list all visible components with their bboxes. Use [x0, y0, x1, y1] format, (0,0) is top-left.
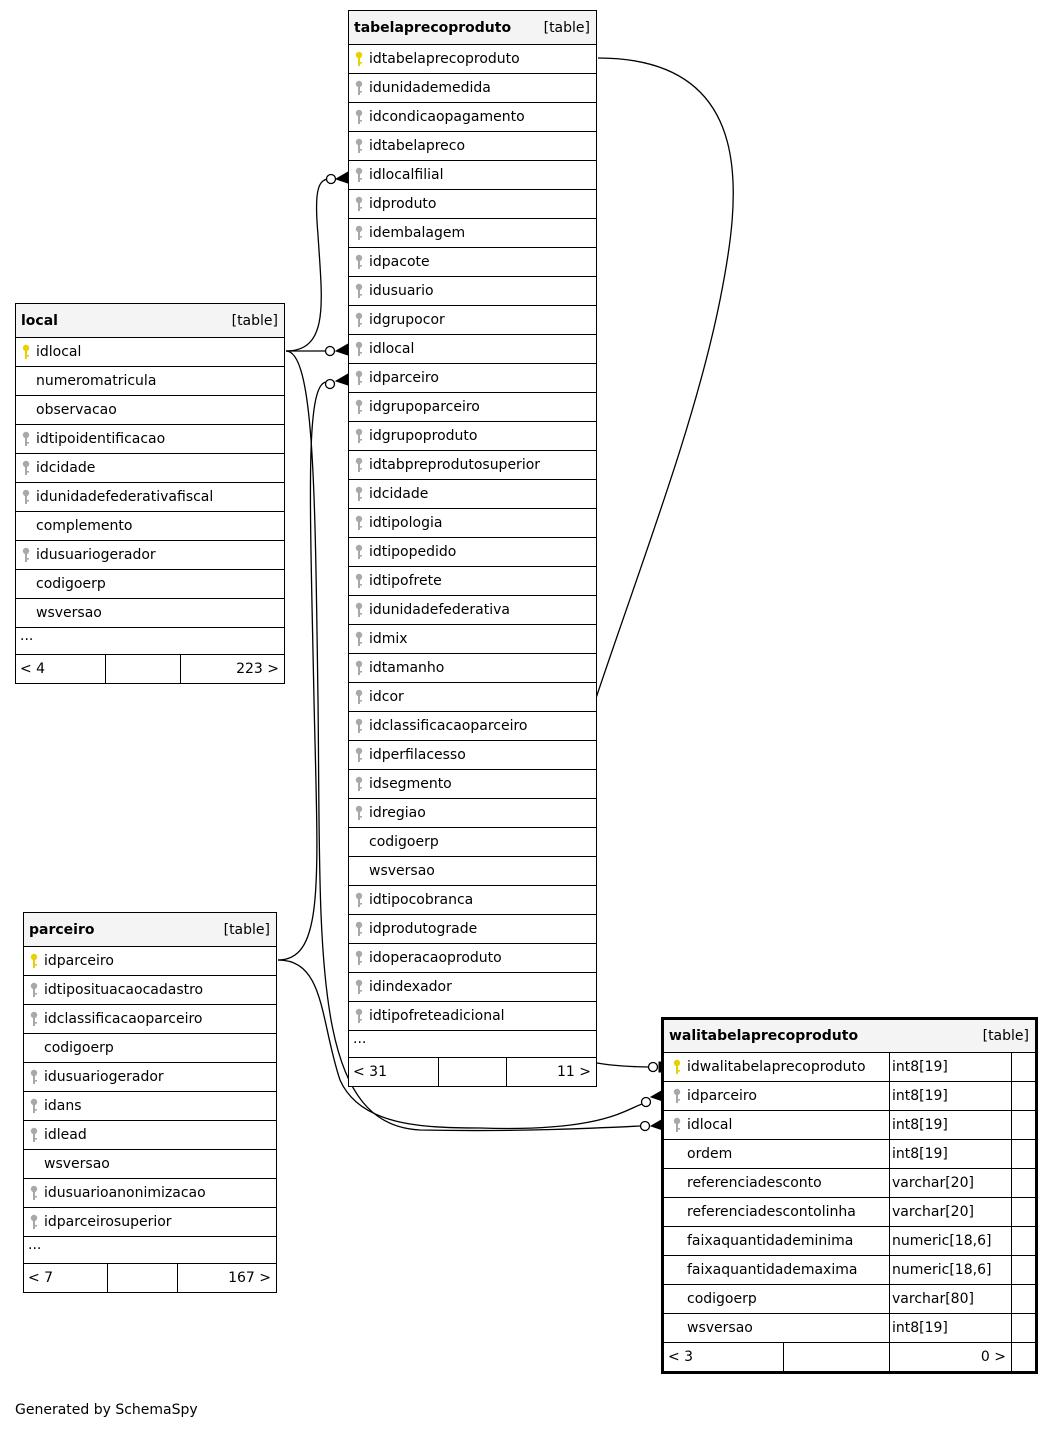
key-cell [349, 776, 369, 792]
column-type: varchar[80] [890, 1285, 1012, 1313]
foreign-key-icon [354, 486, 364, 502]
key-cell [349, 341, 369, 357]
column-row[interactable] [349, 741, 596, 770]
foreign-key-icon [354, 312, 364, 328]
column-row[interactable] [16, 425, 284, 454]
foreign-key-icon [21, 431, 31, 447]
foreign-key-icon [354, 892, 364, 908]
column-row[interactable] [24, 1063, 276, 1092]
parents-count[interactable]: < 4 [16, 655, 106, 683]
table-footer [664, 1343, 1035, 1371]
column-name: codigoerp [36, 576, 106, 592]
column-row[interactable] [664, 1256, 1035, 1285]
key-cell [24, 1127, 44, 1143]
primary-key-icon [29, 953, 39, 969]
column-row[interactable] [349, 915, 596, 944]
column-row[interactable] [349, 857, 596, 886]
column-name: numeromatricula [36, 373, 157, 389]
key-cell [349, 892, 369, 908]
column-name: idclassificacaoparceiro [369, 718, 528, 734]
key-cell [349, 370, 369, 386]
column-name: idlocal [369, 341, 415, 357]
table-header [349, 11, 596, 45]
foreign-key-icon [354, 225, 364, 241]
column-name: idgrupoparceiro [369, 399, 480, 415]
foreign-key-icon [354, 196, 364, 212]
column-name: idparceiro [687, 1088, 757, 1104]
footer-spacer [439, 1058, 507, 1086]
key-cell [349, 544, 369, 560]
column-name: complemento [36, 518, 133, 534]
table-footer [349, 1058, 596, 1086]
column-row[interactable] [24, 1208, 276, 1237]
column-type: varchar[20] [890, 1198, 1012, 1226]
key-cell [16, 489, 36, 505]
column-name: idtipocobranca [369, 892, 474, 908]
key-cell [24, 1185, 44, 1201]
key-cell [349, 747, 369, 763]
column-list [24, 947, 276, 1237]
column-row[interactable] [349, 219, 596, 248]
column-name: idunidademedida [369, 80, 491, 96]
key-cell [24, 1069, 44, 1085]
more-columns: ... [16, 628, 284, 655]
footer-spacer [784, 1343, 890, 1371]
crow-optional-circle [326, 380, 335, 389]
primary-key-icon [672, 1059, 682, 1075]
column-name: idunidadefederativa [369, 602, 510, 618]
key-cell [349, 109, 369, 125]
column-row[interactable] [24, 1092, 276, 1121]
column-name: faixaquantidademinima [687, 1233, 854, 1249]
column-row[interactable] [349, 364, 596, 393]
key-cell [349, 80, 369, 96]
foreign-key-icon [354, 921, 364, 937]
column-name: idpacote [369, 254, 430, 270]
key-cell [349, 1008, 369, 1024]
crow-optional-circle [642, 1098, 651, 1107]
column-row[interactable] [349, 335, 596, 364]
footer-spacer [106, 655, 181, 683]
key-cell [667, 1117, 687, 1133]
key-cell [349, 631, 369, 647]
key-cell [349, 428, 369, 444]
key-cell [349, 689, 369, 705]
column-row[interactable] [24, 1150, 276, 1179]
column-row[interactable] [349, 828, 596, 857]
key-cell [24, 982, 44, 998]
foreign-key-icon [29, 1098, 39, 1114]
column-type: numeric[18,6] [890, 1256, 1012, 1284]
column-row[interactable] [664, 1285, 1035, 1314]
key-cell [349, 921, 369, 937]
column-row[interactable] [664, 1082, 1035, 1111]
footer-spacer [108, 1264, 178, 1292]
column-name: idans [44, 1098, 82, 1114]
column-name: faixaquantidademaxima [687, 1262, 858, 1278]
column-name: wsversao [687, 1320, 753, 1336]
key-cell [24, 1011, 44, 1027]
column-name: codigoerp [44, 1040, 114, 1056]
column-row[interactable] [16, 396, 284, 425]
column-row[interactable] [349, 161, 596, 190]
edge-parceiro-to-idparceiro [278, 382, 326, 960]
column-extra [1012, 1198, 1035, 1226]
key-cell [349, 718, 369, 734]
foreign-key-icon [29, 1127, 39, 1143]
crow-optional-circle [326, 347, 335, 356]
more-columns: ... [24, 1237, 276, 1264]
column-name: idtipopedido [369, 544, 457, 560]
column-name: idprodutograde [369, 921, 478, 937]
table-header [24, 913, 276, 947]
column-name: idcidade [36, 460, 96, 476]
foreign-key-icon [354, 109, 364, 125]
column-row[interactable] [349, 277, 596, 306]
column-name: idgrupoproduto [369, 428, 478, 444]
key-cell [24, 953, 44, 969]
column-row[interactable] [349, 712, 596, 741]
column-type: numeric[18,6] [890, 1227, 1012, 1255]
column-type: int8[19] [890, 1111, 1012, 1139]
column-name: observacao [36, 402, 117, 418]
key-cell [24, 1214, 44, 1230]
table-kind: [table] [543, 19, 590, 36]
column-row[interactable] [24, 947, 276, 976]
column-row[interactable] [664, 1169, 1035, 1198]
column-row[interactable] [349, 190, 596, 219]
foreign-key-icon [354, 428, 364, 444]
column-row[interactable] [16, 483, 284, 512]
column-row[interactable] [349, 973, 596, 1002]
column-row[interactable] [349, 45, 596, 74]
column-type: int8[19] [890, 1053, 1012, 1081]
children-count[interactable]: 223 > [236, 661, 279, 677]
table-title: tabelaprecoproduto [354, 19, 512, 36]
foreign-key-icon [354, 544, 364, 560]
column-row[interactable] [24, 1005, 276, 1034]
key-cell [349, 138, 369, 154]
table-tabelaprecoproduto[interactable] [348, 10, 597, 1087]
column-row[interactable] [349, 480, 596, 509]
key-cell [16, 344, 36, 360]
key-cell [667, 1059, 687, 1075]
column-row[interactable] [349, 306, 596, 335]
key-cell [349, 573, 369, 589]
key-cell [349, 457, 369, 473]
column-name: idtipologia [369, 515, 443, 531]
key-cell [349, 515, 369, 531]
column-extra [1012, 1169, 1035, 1197]
column-name: idtipofrete [369, 573, 442, 589]
key-cell [24, 1098, 44, 1114]
column-row[interactable] [24, 1179, 276, 1208]
column-extra [1012, 1256, 1035, 1284]
crow-optional-circle [327, 175, 336, 184]
column-name: idparceirosuperior [44, 1214, 172, 1230]
column-row[interactable] [349, 451, 596, 480]
key-cell [349, 225, 369, 241]
key-cell [349, 254, 369, 270]
key-cell [349, 950, 369, 966]
crow-foot-arrow [336, 344, 348, 355]
key-cell [349, 979, 369, 995]
key-cell [349, 196, 369, 212]
column-name: idusuariogerador [36, 547, 156, 563]
column-row[interactable] [664, 1140, 1035, 1169]
generated-by-credit: Generated by SchemaSpy [15, 1402, 198, 1418]
column-name: idregiao [369, 805, 426, 821]
foreign-key-icon [354, 573, 364, 589]
column-name: idcondicaopagamento [369, 109, 525, 125]
column-name: idclassificacaoparceiro [44, 1011, 203, 1027]
column-name: idoperacaoproduto [369, 950, 502, 966]
column-name: idlocal [36, 344, 82, 360]
crow-optional-circle [641, 1122, 650, 1131]
column-row[interactable] [349, 799, 596, 828]
table-kind: [table] [982, 1028, 1029, 1044]
column-name: idlead [44, 1127, 87, 1143]
column-name: idusuario [369, 283, 434, 299]
foreign-key-icon [354, 370, 364, 386]
column-row[interactable] [349, 132, 596, 161]
column-row[interactable] [349, 625, 596, 654]
column-type: int8[19] [890, 1082, 1012, 1110]
column-name: idembalagem [369, 225, 466, 241]
column-row[interactable] [24, 976, 276, 1005]
foreign-key-icon [354, 80, 364, 96]
key-cell [16, 431, 36, 447]
foreign-key-icon [354, 254, 364, 270]
column-name: idtabelapreco [369, 138, 466, 154]
column-name: idusuariogerador [44, 1069, 164, 1085]
key-cell [349, 660, 369, 676]
column-row[interactable] [16, 454, 284, 483]
column-row[interactable] [16, 338, 284, 367]
foreign-key-icon [29, 1214, 39, 1230]
column-row[interactable] [349, 654, 596, 683]
column-row[interactable] [349, 596, 596, 625]
column-row[interactable] [16, 570, 284, 599]
table-local[interactable] [15, 303, 285, 684]
foreign-key-icon [354, 341, 364, 357]
column-row[interactable] [349, 886, 596, 915]
column-row[interactable] [16, 599, 284, 628]
column-name: idtipoidentificacao [36, 431, 166, 447]
column-name: idcor [369, 689, 404, 705]
column-name: idparceiro [369, 370, 439, 386]
column-row[interactable] [664, 1053, 1035, 1082]
column-name: idmix [369, 631, 408, 647]
column-name: idparceiro [44, 953, 114, 969]
foreign-key-icon [29, 982, 39, 998]
key-cell [349, 805, 369, 821]
crow-optional-circle [649, 1063, 658, 1072]
children-count[interactable]: 11 > [557, 1064, 591, 1080]
column-name: idgrupocor [369, 312, 445, 328]
column-row[interactable] [349, 1002, 596, 1031]
column-extra [1012, 1314, 1035, 1342]
column-name: idlocal [687, 1117, 733, 1133]
column-row[interactable] [16, 541, 284, 570]
column-row[interactable] [349, 393, 596, 422]
column-name: idusuarioanonimizacao [44, 1185, 206, 1201]
column-name: wsversao [36, 605, 102, 621]
column-list [16, 338, 284, 628]
column-row[interactable] [349, 538, 596, 567]
column-name: ordem [687, 1146, 733, 1162]
foreign-key-icon [672, 1117, 682, 1133]
column-name: idcidade [369, 486, 429, 502]
foreign-key-icon [354, 1008, 364, 1024]
foreign-key-icon [29, 1011, 39, 1027]
table-footer [16, 655, 284, 683]
foreign-key-icon [21, 460, 31, 476]
more-columns: ... [349, 1031, 596, 1058]
column-row[interactable] [664, 1227, 1035, 1256]
column-row[interactable] [349, 944, 596, 973]
table-footer [24, 1264, 276, 1292]
children-count[interactable]: 0 > [890, 1343, 1012, 1371]
foreign-key-icon [354, 979, 364, 995]
parents-count[interactable]: < 7 [24, 1264, 108, 1292]
primary-key-icon [21, 344, 31, 360]
column-row[interactable] [664, 1198, 1035, 1227]
column-name: referenciadescontolinha [687, 1204, 856, 1220]
column-row[interactable] [16, 512, 284, 541]
table-kind: [table] [231, 312, 278, 329]
column-name: wsversao [369, 863, 435, 879]
column-name: idunidadefederativafiscal [36, 489, 214, 505]
table-title: local [21, 312, 58, 329]
column-name: idindexador [369, 979, 452, 995]
column-type: int8[19] [890, 1314, 1012, 1342]
column-list [664, 1053, 1035, 1343]
column-name: wsversao [44, 1156, 110, 1172]
foreign-key-icon [354, 399, 364, 415]
column-row[interactable] [349, 770, 596, 799]
foreign-key-icon [29, 1069, 39, 1085]
column-row[interactable] [349, 509, 596, 538]
foreign-key-icon [354, 457, 364, 473]
column-extra [1012, 1082, 1035, 1110]
column-row[interactable] [349, 567, 596, 596]
foreign-key-icon [354, 776, 364, 792]
key-cell [16, 460, 36, 476]
table-header [664, 1020, 1035, 1053]
column-row[interactable] [24, 1034, 276, 1063]
column-name: idtiposituacaocadastro [44, 982, 204, 998]
footer-extra [1012, 1343, 1035, 1371]
column-name: codigoerp [687, 1291, 757, 1307]
foreign-key-icon [21, 489, 31, 505]
column-row[interactable] [349, 74, 596, 103]
column-name: idtipofreteadicional [369, 1008, 505, 1024]
column-name: idtamanho [369, 660, 445, 676]
column-name: idproduto [369, 196, 437, 212]
column-extra [1012, 1140, 1035, 1168]
foreign-key-icon [672, 1088, 682, 1104]
foreign-key-icon [354, 283, 364, 299]
column-row[interactable] [349, 422, 596, 451]
table-header [16, 304, 284, 338]
column-row[interactable] [349, 248, 596, 277]
foreign-key-icon [354, 689, 364, 705]
column-extra [1012, 1053, 1035, 1081]
foreign-key-icon [21, 547, 31, 563]
key-cell [349, 486, 369, 502]
foreign-key-icon [354, 950, 364, 966]
key-cell [349, 283, 369, 299]
edge-local-to-idlocalfilial [286, 179, 331, 351]
table-kind: [table] [223, 921, 270, 938]
key-cell [667, 1088, 687, 1104]
column-name: referenciadesconto [687, 1175, 822, 1191]
parents-count[interactable]: < 3 [664, 1343, 784, 1371]
foreign-key-icon [354, 631, 364, 647]
foreign-key-icon [354, 718, 364, 734]
children-count[interactable]: 167 > [228, 1270, 271, 1286]
foreign-key-icon [354, 515, 364, 531]
foreign-key-icon [29, 1185, 39, 1201]
column-name: idsegmento [369, 776, 452, 792]
key-cell [16, 547, 36, 563]
foreign-key-icon [354, 747, 364, 763]
crow-foot-arrow [336, 172, 348, 183]
key-cell [349, 399, 369, 415]
column-type: varchar[20] [890, 1169, 1012, 1197]
foreign-key-icon [354, 167, 364, 183]
key-cell [349, 51, 369, 67]
crow-foot-arrow [336, 374, 348, 385]
primary-key-icon [354, 51, 364, 67]
column-type: int8[19] [890, 1140, 1012, 1168]
column-name: codigoerp [369, 834, 439, 850]
column-row[interactable] [24, 1121, 276, 1150]
column-row[interactable] [349, 103, 596, 132]
column-name: idwalitabelaprecoproduto [687, 1059, 866, 1075]
column-name: idtabpreprodutosuperior [369, 457, 541, 473]
foreign-key-icon [354, 660, 364, 676]
column-list [349, 45, 596, 1031]
table-title: parceiro [29, 921, 95, 938]
column-extra [1012, 1285, 1035, 1313]
column-row[interactable] [349, 683, 596, 712]
key-cell [349, 167, 369, 183]
key-cell [349, 602, 369, 618]
column-name: idlocalfilial [369, 167, 444, 183]
column-row[interactable] [664, 1314, 1035, 1343]
table-walitabelaprecoproduto[interactable] [661, 1017, 1038, 1374]
column-name: idtabelaprecoproduto [369, 51, 520, 67]
column-row[interactable] [16, 367, 284, 396]
table-parceiro[interactable] [23, 912, 277, 1293]
foreign-key-icon [354, 602, 364, 618]
column-extra [1012, 1111, 1035, 1139]
column-extra [1012, 1227, 1035, 1255]
table-title: walitabelaprecoproduto [669, 1028, 859, 1044]
column-row[interactable] [664, 1111, 1035, 1140]
foreign-key-icon [354, 138, 364, 154]
key-cell [349, 312, 369, 328]
column-name: idperfilacesso [369, 747, 466, 763]
parents-count[interactable]: < 31 [349, 1058, 439, 1086]
foreign-key-icon [354, 805, 364, 821]
